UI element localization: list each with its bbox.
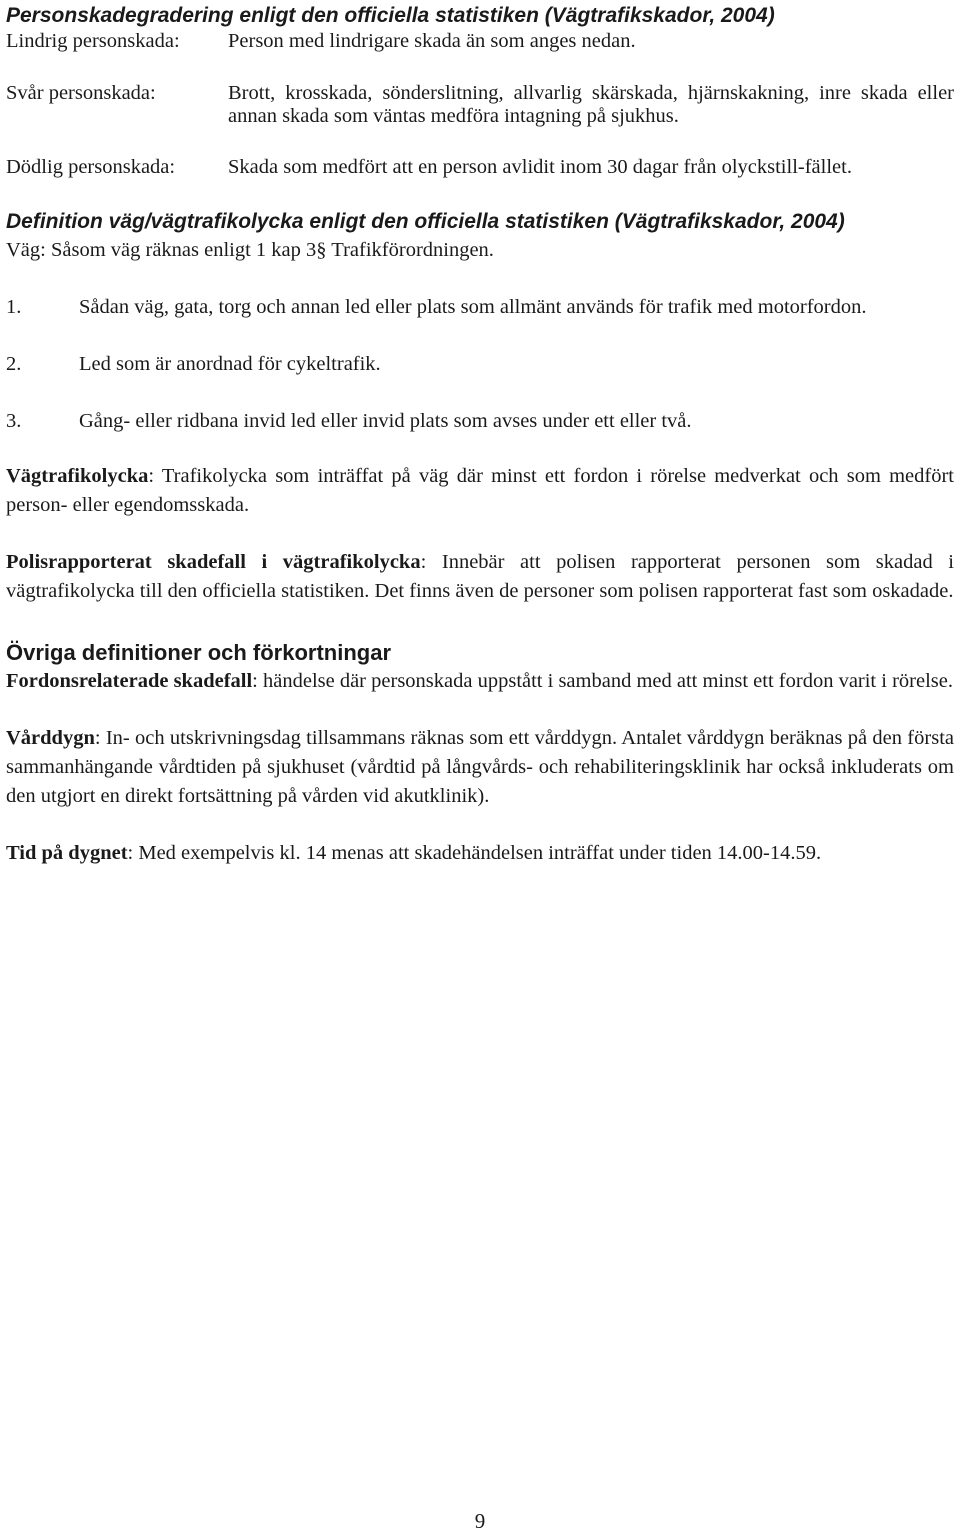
text-varddygn: : In- och utskrivningsdag tillsammans räknas som ett vårddygn. Antalet vårddygn beräknas på den första sammanhängande vårdtiden på sjukhuset (vårdtid på långvårds- och rehabiliteringsklinik har också inkluderats om den utgjort en direkt fortsättning på vården vid akutklinik). (6, 727, 954, 807)
list-item (6, 293, 954, 322)
definition-value: Person med lindrigare skada än som anges nedan. (228, 30, 636, 52)
definition-row-svar (6, 82, 954, 128)
definition-row-dodlig (6, 156, 954, 179)
list-item-text: Sådan väg, gata, torg och annan led eller plats som allmänt används för trafik med motorfordon. (79, 296, 867, 318)
definition-value: Brott, krosskada, sönderslitning, allvarlig skärskada, hjärnskakning, inre skada eller annan skada som väntas medföra intagning på sjukhus. (228, 82, 954, 127)
list-item-text: Led som är anordnad för cykeltrafik. (79, 353, 381, 375)
definition-row-lindrig (6, 30, 954, 53)
vag-intro: Väg: Såsom väg räknas enligt 1 kap 3§ Trafikförordningen. (6, 239, 494, 261)
term-fordonsrelaterade: Fordonsrelaterade skadefall (6, 670, 253, 692)
list-item (6, 407, 954, 436)
text-polisrapporterat: : Innebär att polisen rapporterat personen som skadad i vägtrafikolycka till den officiella statistiken. Det finns även de personer som polisen rapporterat fast som oskadade. (6, 551, 954, 602)
list-item-text: Gång- eller ridbana invid led eller invid plats som avses under ett eller två. (79, 410, 692, 432)
list-item-number: 2. (6, 353, 22, 375)
list-item (6, 350, 954, 379)
list-item-number: 3. (6, 410, 22, 432)
definition-vagtrafikolycka (6, 462, 954, 520)
list-item-number: 1. (6, 296, 22, 318)
definition-label: Svår personskada: (6, 82, 156, 104)
text-fordonsrelaterade: : händelse där personskada uppstått i samband med att minst ett fordon varit i rörelse. (252, 670, 953, 692)
heading-ovriga-definitioner: Övriga definitioner och förkortningar (6, 640, 392, 665)
definition-fordonsrelaterade (6, 667, 954, 696)
term-varddygn: Vårddygn (6, 727, 95, 749)
definition-label: Lindrig personskada: (6, 30, 180, 52)
definition-polisrapporterat (6, 548, 954, 606)
page-number: 9 (474, 1509, 486, 1533)
heading-personskadegradering: Personskadegradering enligt den officiella statistiken (Vägtrafikskador, 2004) (6, 4, 775, 27)
text-tid-pa-dygnet: : Med exempelvis kl. 14 menas att skadehändelsen inträffat under tiden 14.00-14.59. (127, 842, 822, 864)
heading-definition-vag: Definition väg/vägtrafikolycka enligt den officiella statistiken (Vägtrafikskador, 2004) (6, 210, 845, 233)
definition-value: Skada som medfört att en person avlidit inom 30 dagar från olyckstill-fället. (228, 156, 852, 178)
term-tid-pa-dygnet: Tid på dygnet (6, 842, 128, 864)
document-page (6, 0, 954, 868)
definition-varddygn (6, 724, 954, 811)
definition-tid-pa-dygnet (6, 839, 954, 868)
term-vagtrafikolycka: Vägtrafikolycka (6, 465, 149, 487)
definition-label: Dödlig personskada: (6, 156, 176, 178)
text-vagtrafikolycka: : Trafikolycka som inträffat på väg där minst ett fordon i rörelse medverkat och som medfört person- eller egendomsskada. (6, 465, 954, 516)
term-polisrapporterat: Polisrapporterat skadefall i vägtrafikolycka (6, 551, 421, 573)
